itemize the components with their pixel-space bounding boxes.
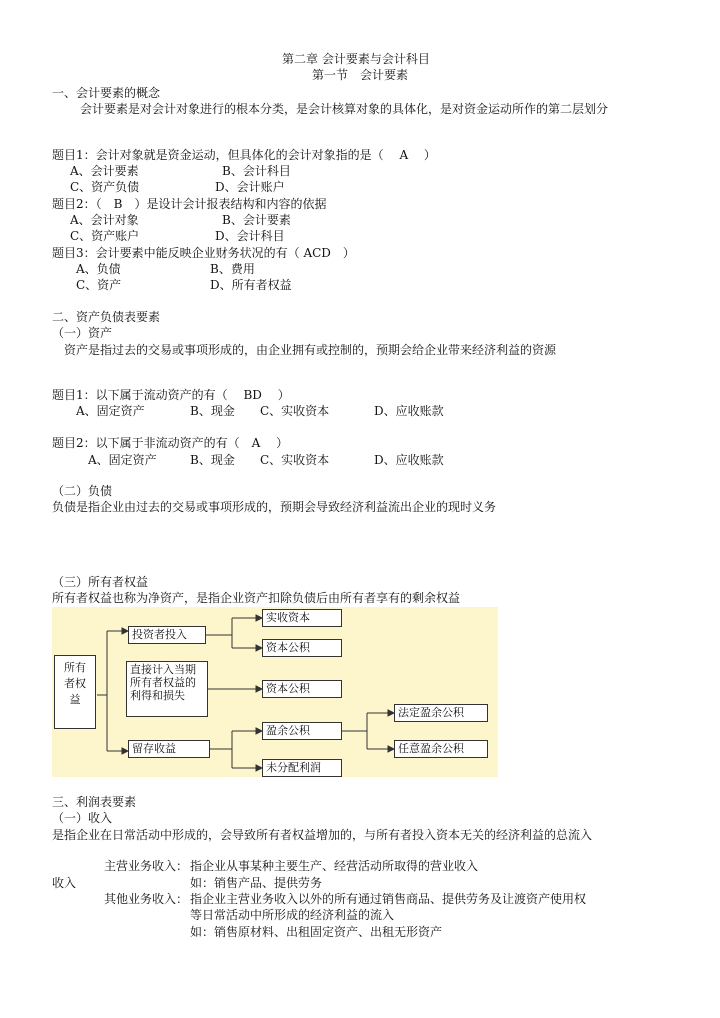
s2-q1-stem: 题目1：以下属于流动资产的有（ BD ） [52, 388, 290, 402]
s2-q1-d: D、应收账款 [374, 404, 444, 418]
other-income-definition-2: 等日常活动中所形成的经济利益的流入 [190, 908, 395, 922]
diagram-surplus-box: 盈余公积 [262, 722, 342, 740]
other-income-example: 如：销售原材料、出租固定资产、出租无形资产 [190, 925, 443, 939]
s1-q1-d: D、会计账户 [215, 180, 285, 194]
s1-heading: 一、会计要素的概念 [52, 86, 161, 100]
chapter-title: 第二章 会计要素与会计科目 [282, 52, 430, 66]
s2-liability-paragraph: 负债是指企业由过去的交易或事项形成的，预期会导致经济利益流出企业的现时义务 [52, 500, 497, 514]
diagram-direct-box: 直接计入当期所有者权益的利得和损失 [126, 661, 208, 717]
s3-paragraph: 是指企业在日常活动中形成的，会导致所有者权益增加的，与所有者投入资本无关的经济利益的总流入 [52, 828, 593, 842]
owners-equity-diagram [52, 607, 498, 777]
s2-q1-b: B、现金 [190, 404, 235, 418]
s2-equity-paragraph: 所有者权益也称为净资产，是指企业资产扣除负债后由所有者享有的剩余权益 [52, 591, 461, 605]
s2-asset-paragraph: 资产是指过去的交易或事项形成的，由企业拥有或控制的，预期会给企业带来经济利益的资源 [64, 343, 557, 357]
diagram-retained-box: 留存收益 [128, 740, 210, 758]
s1-q3-stem: 题目3：会计要素中能反映企业财务状况的有（ ACD ） [52, 246, 355, 260]
s2-liability-sub: （二）负债 [52, 484, 113, 498]
diagram-statutory-box: 法定盈余公积 [394, 704, 488, 722]
s1-q2-stem: 题目2：（ B ）是设计会计报表结构和内容的依据 [52, 197, 327, 211]
s1-q3-a: A、负债 [76, 262, 121, 276]
s1-paragraph: 会计要素是对会计对象进行的根本分类，是会计核算对象的具体化，是对资金运动所作的第二层划分 [80, 102, 609, 116]
s1-q3-b: B、费用 [210, 262, 255, 276]
diagram-paid-in-box: 实收资本 [262, 609, 342, 627]
s1-q3-d: D、所有者权益 [210, 278, 292, 292]
diagram-undistributed-box: 未分配利润 [262, 759, 342, 777]
s1-q2-c: C、资产账户 [70, 229, 140, 243]
s2-q2-b: B、现金 [190, 453, 235, 467]
s2-asset-sub: （一）资产 [52, 326, 113, 340]
s2-q1-a: A、固定资产 [76, 404, 145, 418]
s3-heading: 三、利润表要素 [52, 795, 137, 809]
s1-q1-c: C、资产负债 [70, 180, 140, 194]
diagram-capital-reserve-2-box: 资本公积 [262, 680, 342, 698]
diagram-invest-box: 投资者投入 [128, 626, 206, 644]
s2-heading: 二、资产负债表要素 [52, 310, 161, 324]
main-income-example: 如：销售产品、提供劳务 [190, 876, 323, 890]
s2-q2-d: D、应收账款 [374, 453, 444, 467]
other-income-label: 其他业务收入： [104, 892, 189, 906]
s2-q2-c: C、实收资本 [260, 453, 330, 467]
s3-income-sub: （一）收入 [52, 811, 113, 825]
main-income-label: 主营业务收入： [104, 859, 189, 873]
main-income-definition: 指企业从事某种主要生产、经营活动所取得的营业收入 [190, 859, 479, 873]
other-income-definition-1: 指企业主营业务收入以外的所有通过销售商品、提供劳务及让渡资产使用权 [190, 892, 587, 906]
income-label: 收入 [52, 876, 77, 890]
s2-q1-c: C、实收资本 [260, 404, 330, 418]
diagram-root-box: 所有者权益 [54, 655, 96, 729]
s1-q3-c: C、资产 [76, 278, 122, 292]
s1-q1-stem: 题目1：会计对象就是资金运动，但具体化的会计对象指的是（ A ） [52, 148, 436, 162]
s2-q2-stem: 题目2：以下属于非流动资产的有（ A ） [52, 436, 289, 450]
diagram-discretionary-box: 任意盈余公积 [394, 740, 488, 758]
s1-q1-b: B、会计科目 [222, 164, 291, 178]
s1-q1-a: A、会计要素 [70, 164, 139, 178]
s2-equity-sub: （三）所有者权益 [52, 575, 149, 589]
s1-q2-a: A、会计对象 [70, 213, 139, 227]
section-title: 第一节 会计要素 [312, 68, 409, 82]
diagram-capital-reserve-1-box: 资本公积 [262, 639, 342, 657]
s2-q2-a: A、固定资产 [88, 453, 157, 467]
s1-q2-d: D、会计科目 [215, 229, 285, 243]
s1-q2-b: B、会计要素 [222, 213, 291, 227]
